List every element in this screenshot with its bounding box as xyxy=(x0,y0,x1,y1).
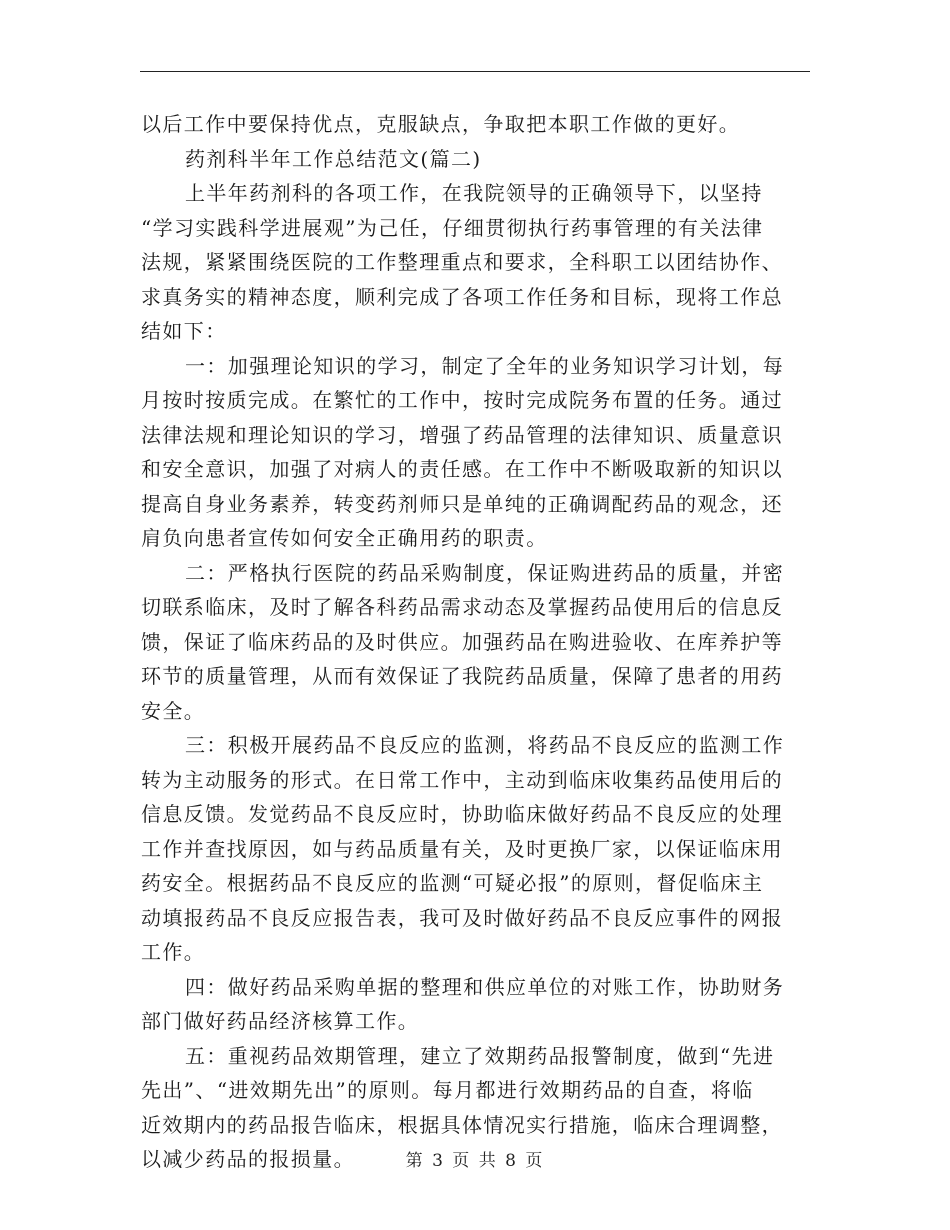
text-line: 安全。 xyxy=(141,698,206,723)
text-line: 求真务实的精神态度，顺利完成了各项工作任务和目标，现将工作总 xyxy=(141,284,783,309)
paragraph xyxy=(141,970,811,1039)
text-line: 以后工作中要保持优点，克服缺点，争取把本职工作做的更好。 xyxy=(141,112,741,136)
paragraph xyxy=(141,107,811,142)
document-body xyxy=(141,107,811,1177)
text-line: 切联系临床，及时了解各科药品需求动态及掌握药品使用后的信息反 xyxy=(141,595,783,619)
text-line: 提高自身业务素养，转变药剂师只是单纯的正确调配药品的观念，还 xyxy=(141,491,783,516)
text-line: 四：做好药品采购单据的整理和供应单位的对账工作，协助财务 xyxy=(185,974,785,999)
text-line: 法规，紧紧围绕医院的工作整理重点和要求，全科职工以团结协作、 xyxy=(141,250,783,274)
text-line: 月按时按质完成。在繁忙的工作中，按时完成院务布置的任务。通过 xyxy=(141,388,783,412)
text-line: 肩负向患者宣传如何安全正确用药的职责。 xyxy=(141,526,548,550)
text-line: 结如下： xyxy=(141,319,227,343)
text-line: 上半年药剂科的各项工作，在我院领导的正确领导下，以坚持 xyxy=(185,181,763,205)
paragraph xyxy=(141,176,811,349)
text-line: 和安全意识，加强了对病人的责任感。在工作中不断吸取新的知识以 xyxy=(141,457,783,481)
text-line: 以减少药品的报损量。 xyxy=(141,1147,355,1171)
text-line: 药安全。根据药品不良反应的监测“可疑必报”的原则，督促临床主 xyxy=(141,871,764,895)
text-line: 部门做好药品经济核算工作。 xyxy=(141,1009,420,1033)
text-line: 工作。 xyxy=(141,940,206,964)
paragraph xyxy=(141,142,811,177)
text-line: 先出”、“进效期先出”的原则。每月都进行效期药品的自查，将临 xyxy=(141,1078,754,1102)
paragraph xyxy=(141,349,811,556)
text-line: 五：重视药品效期管理，建立了效期药品报警制度，做到“先进 xyxy=(185,1043,775,1068)
text-line: 转为主动服务的形式。在日常工作中，主动到临床收集药品使用后的 xyxy=(141,767,783,792)
page-number: 第 3 页 共 8 页 xyxy=(405,1151,545,1171)
paragraph xyxy=(141,728,811,970)
text-line: 一：加强理论知识的学习，制定了全年的业务知识学习计划，每 xyxy=(185,353,785,378)
text-line: 动填报药品不良反应报告表，我可及时做好药品不良反应事件的网报 xyxy=(141,905,783,930)
text-line: 药剂科半年工作总结范文(篇二) xyxy=(185,146,482,171)
text-line: 三：积极开展药品不良反应的监测，将药品不良反应的监测工作 xyxy=(185,733,785,757)
text-line: 馈，保证了临床药品的及时供应。加强药品在购进验收、在库养护等 xyxy=(141,629,783,654)
text-line: 工作并查找原因，如与药品质量有关，及时更换厂家，以保证临床用 xyxy=(141,836,783,861)
header-rule xyxy=(140,71,810,72)
text-line: 近效期内的药品报告临床，根据具体情况实行措施，临床合理调整， xyxy=(141,1112,783,1137)
text-line: 信息反馈。发觉药品不良反应时，协助临床做好药品不良反应的处理 xyxy=(141,802,783,826)
text-line: 环节的质量管理，从而有效保证了我院药品质量，保障了患者的用药 xyxy=(141,664,783,688)
paragraph xyxy=(141,556,811,729)
text-line: “学习实践科学进展观”为己任，仔细贯彻执行药事管理的有关法律 xyxy=(141,215,764,240)
text-line: 二：严格执行医院的药品采购制度，保证购进药品的质量，并密 xyxy=(185,560,785,585)
text-line: 法律法规和理论知识的学习，增强了药品管理的法律知识、质量意识 xyxy=(141,422,783,447)
